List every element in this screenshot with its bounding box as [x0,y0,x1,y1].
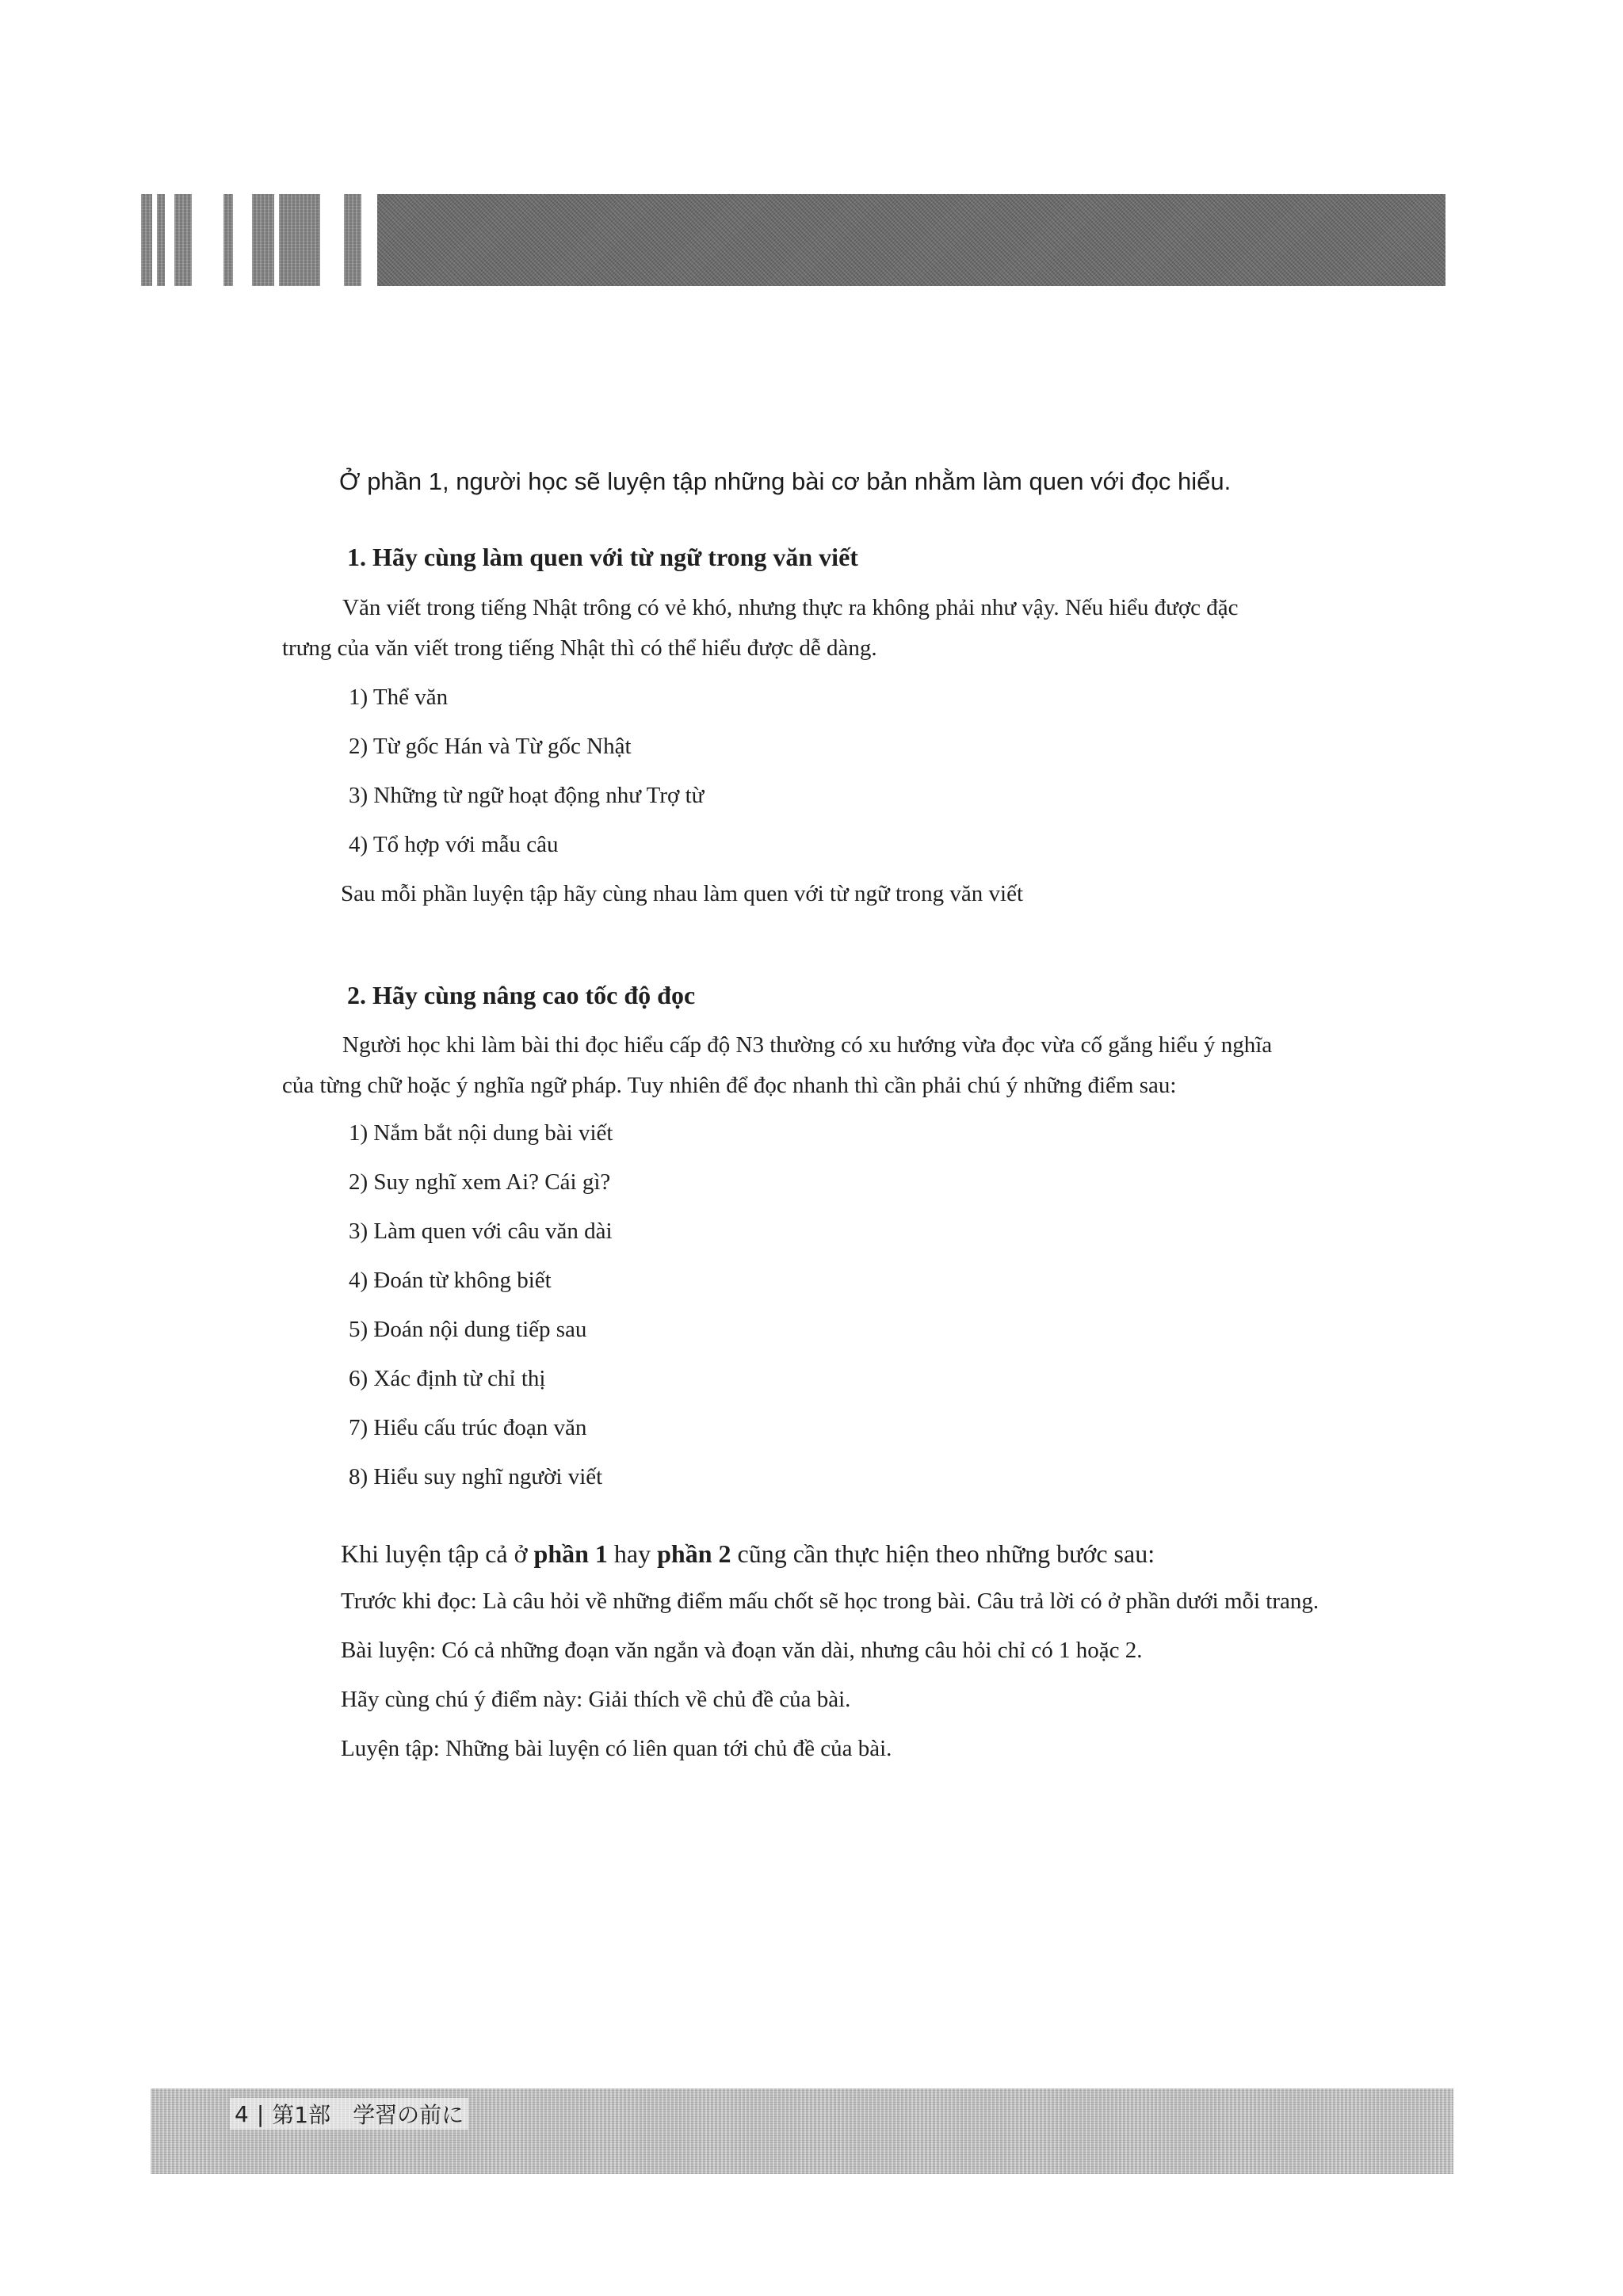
section-1-list-item: 4) Tổ hợp với mẫu câu [349,832,559,857]
step-line: Trước khi đọc: Là câu hỏi về những điểm mấu chốt sẽ học trong bài. Câu trả lời có ở phần dưới mỗi trang. [341,1589,1319,1614]
step-line: Bài luyện: Có cả những đoạn văn ngắn và đoạn văn dài, nhưng câu hỏi chỉ có 1 hoặc 2. [341,1638,1143,1663]
banner-stripe [157,194,165,286]
banner-stripe [174,194,192,286]
step-line: Hãy cùng chú ý điểm này: Giải thích về chủ đề của bài. [341,1687,851,1712]
section-2-heading: 2. Hãy cùng nâng cao tốc độ đọc [347,981,696,1009]
section-2-paragraph-line: của từng chữ hoặc ý nghĩa ngữ pháp. Tuy nhiên để đọc nhanh thì cần phải chú ý những điểm sau: [282,1073,1177,1098]
footer-section-label: 第1部 学習の前に [272,2102,464,2128]
footer-separator: | [256,2100,265,2127]
section-1-closing: Sau mỗi phần luyện tập hãy cùng nhau làm quen với từ ngữ trong văn viết [341,881,1024,906]
section-1-paragraph [282,588,1407,669]
section-2-list-item: 7) Hiểu cấu trúc đoạn văn [349,1415,587,1440]
banner-bar [377,194,1445,286]
section-2-list-item: 8) Hiểu suy nghĩ người viết [349,1464,603,1489]
intro-text: Ở phần 1, người học sẽ luyện tập những bài cơ bản nhằm làm quen với đọc hiểu. [339,467,1232,495]
banner-stripe [141,194,152,286]
steps-intro-text: Khi luyện tập cả ở [341,1539,534,1568]
step-line: Luyện tập: Những bài luyện có liên quan tới chủ đề của bài. [341,1736,892,1761]
section-1-list-item: 1) Thể văn [349,685,449,710]
banner-stripe [223,194,233,286]
section-1-paragraph-line: trưng của văn viết trong tiếng Nhật thì có thể hiểu được dễ dàng. [282,635,877,661]
banner-stripe [344,194,361,286]
section-2-list-item: 1) Nắm bắt nội dung bài viết [349,1120,613,1146]
banner-stripe [252,194,274,286]
section-2-list-item: 2) Suy nghĩ xem Ai? Cái gì? [349,1169,611,1195]
page-number: 4 [235,2100,249,2127]
header-banner [141,194,1445,286]
banner-stripe [279,194,320,286]
page-footer [230,2098,468,2130]
section-2-paragraph [282,1025,1407,1106]
section-2-list-item: 6) Xác định từ chỉ thị [349,1366,546,1391]
section-2-list-item: 3) Làm quen với câu văn dài [349,1219,613,1244]
steps-intro-text: hay [607,1539,658,1568]
steps-intro-text: cũng cần thực hiện theo những bước sau: [731,1539,1155,1568]
steps-intro-emphasis: phần 2 [657,1539,731,1568]
section-1-heading: 1. Hãy cùng làm quen với từ ngữ trong văn viết [347,543,858,571]
steps-intro-emphasis: phần 1 [533,1539,608,1568]
section-2-paragraph-line: Người học khi làm bài thi đọc hiểu cấp độ N3 thường có xu hướng vừa đọc vừa cố gắng hiểu ý nghĩa [342,1032,1273,1058]
section-2-list-item: 5) Đoán nội dung tiếp sau [349,1317,587,1342]
section-1-list-item: 3) Những từ ngữ hoạt động như Trợ từ [349,783,705,808]
steps-intro [341,1539,1155,1569]
section-1-list-item: 2) Từ gốc Hán và Từ gốc Nhật [349,734,632,759]
section-1-paragraph-line: Văn viết trong tiếng Nhật trông có vẻ khó, nhưng thực ra không phải như vậy. Nếu hiểu được đặc [342,595,1239,620]
section-2-list-item: 4) Đoán từ không biết [349,1268,552,1293]
